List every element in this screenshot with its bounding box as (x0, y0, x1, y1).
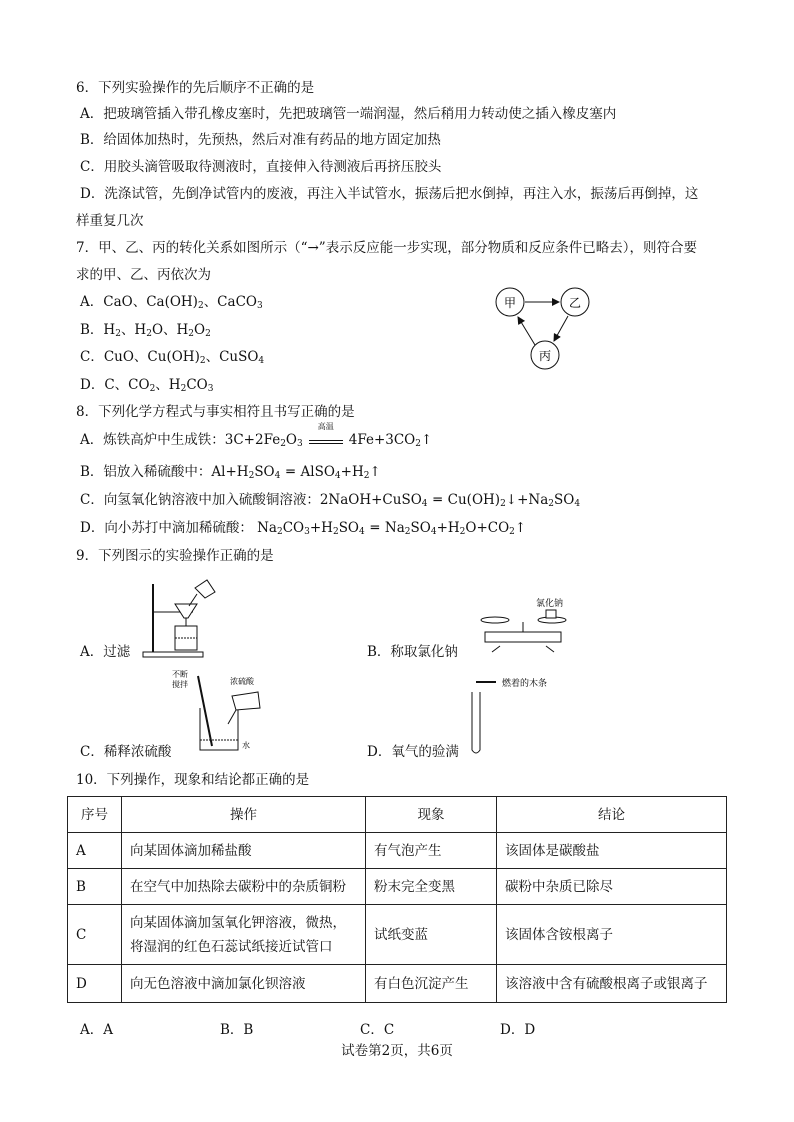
table-row (68, 905, 727, 965)
fig-d-label: 燃着的木条 (502, 679, 548, 689)
q8-stem: 8．下列化学方程式与事实相符且书写正确的是 (76, 404, 355, 420)
q8-option-b: B．铝放入稀硫酸中：$Al+H_2SO_4$ ═ $AlSO_4+H_2↑$ (80, 464, 381, 481)
q7-option-b: B．$H_2$、$H_2O$、$H_2O_2$ (80, 322, 211, 339)
row-id: B (68, 869, 122, 905)
fig-c-label-1: 不断 (172, 670, 188, 679)
q10-stem: 10．下列操作，现象和结论都正确的是 (76, 772, 310, 788)
condition-high-temp: 高温 (309, 431, 343, 444)
node-jia: 甲 (503, 296, 517, 310)
row-concl: 该固体是碳酸盐 (497, 833, 727, 869)
q9-stem: 9．下列图示的实验操作正确的是 (76, 548, 274, 564)
q7-conversion-diagram (490, 285, 600, 375)
node-yi: 乙 (568, 296, 582, 310)
q9-option-c: C．稀释浓硫酸 (80, 744, 172, 760)
row-concl: 碳粉中杂质已除尽 (497, 869, 727, 905)
q8-option-a: A．炼铁高炉中生成铁：$3C+2Fe_2O_3$ 高温 $4Fe+3CO_2↑$ (80, 422, 433, 449)
q6-option-a: A．把玻璃管插入带孔橡皮塞时，先把玻璃管一端润湿，然后稍用力转动使之插入橡皮塞内 (80, 106, 617, 122)
row-phen: 粉末完全变黑 (366, 869, 497, 905)
fig-c-label-4: 水 (242, 741, 250, 750)
q7-option-d: D．C、$CO_2$、$H_2CO_3$ (80, 377, 214, 394)
balance-figure (470, 594, 580, 654)
header-id: 序号 (68, 797, 122, 833)
table-row (68, 833, 727, 869)
q8-option-d: D．向小苏打中滴加稀硫酸： $Na_2CO_3+H_2SO_4$ ═ $Na_2SO_4+H_2O+CO_2↑$ (80, 520, 527, 537)
row-op: 在空气中加热除去碳粉中的杂质铜粉 (122, 869, 366, 905)
q6-option-b: B．给固体加热时，先预热，然后对准有药品的地方固定加热 (80, 132, 441, 148)
q10-option-d: D．D (500, 1022, 536, 1038)
q10-option-a: A．A (80, 1022, 113, 1038)
row-phen: 试纸变蓝 (366, 905, 497, 965)
q6-option-d-cont: 样重复几次 (76, 213, 144, 229)
table-header-row (68, 797, 727, 833)
q10-option-b: B．B (220, 1022, 254, 1038)
q10-table (67, 796, 727, 1003)
header-concl: 结论 (497, 797, 727, 833)
row-op-line-2: 将湿润的红色石蕊试纸接近试管口 (130, 938, 333, 955)
q10-options (80, 1018, 640, 1038)
row-concl: 该溶液中含有硫酸根离子或银离子 (497, 965, 727, 1003)
table-row (68, 869, 727, 905)
oxygen-test-figure (468, 672, 588, 758)
row-id: A (68, 833, 122, 869)
row-phen: 有白色沉淀产生 (366, 965, 497, 1003)
row-concl: 该固体含铵根离子 (497, 905, 727, 965)
table-row (68, 965, 727, 1003)
row-id: D (68, 965, 122, 1003)
fig-b-label: 氯化钠 (536, 599, 564, 609)
page-footer: 试卷第2页，共6页 (341, 1043, 453, 1059)
q6-option-d: D．洗涤试管，先倒净试管内的废液，再注入半试管水，振荡后把水倒掉，再注入水，振荡后再倒掉，这 (80, 186, 699, 202)
row-phen: 有气泡产生 (366, 833, 497, 869)
q9-option-a: A．过滤 (80, 644, 131, 660)
row-op: 向某固体滴加稀盐酸 (122, 833, 366, 869)
fig-c-label-3: 浓硫酸 (230, 677, 254, 686)
q7-stem-cont: 求的甲、乙、丙依次为 (76, 267, 211, 283)
q8-option-c: C．向氢氧化钠溶液中加入硫酸铜溶液：2NaOH+CuSO$_4$ ═ $Cu(OH)_2↓+Na_2SO_4$ (80, 492, 581, 509)
header-phen: 现象 (366, 797, 497, 833)
q7-option-a: A．CaO、$Ca(OH)_2$、CaCO$_3$ (80, 294, 263, 311)
q7-stem: 7．甲、乙、丙的转化关系如图所示（“→”表示反应能一步实现，部分物质和反应条件已略去），则符合要 (76, 240, 697, 256)
q9-option-b: B．称取氯化钠 (367, 644, 458, 660)
node-bing: 丙 (538, 349, 552, 363)
row-id: C (68, 905, 122, 965)
fig-c-label-2: 搅拌 (172, 680, 188, 689)
q10-option-c: C．C (360, 1022, 395, 1038)
q9-option-d: D．氧气的验满 (367, 744, 459, 760)
filtration-apparatus-figure (135, 574, 225, 660)
row-op (122, 905, 366, 965)
row-op-line-1: 向某固体滴加氢氧化钾溶液，微热， (130, 914, 346, 931)
row-op: 向无色溶液中滴加氯化钡溶液 (122, 965, 366, 1003)
q7-option-c: C．CuO、$Cu(OH)_2$、CuSO$_4$ (80, 349, 265, 366)
q6-option-c: C．用胶头滴管吸取待测液时，直接伸入待测液后再挤压胶头 (80, 159, 442, 175)
header-op: 操作 (122, 797, 366, 833)
dilution-figure (170, 668, 280, 754)
q6-stem: 6．下列实验操作的先后顺序不正确的是 (76, 80, 315, 96)
